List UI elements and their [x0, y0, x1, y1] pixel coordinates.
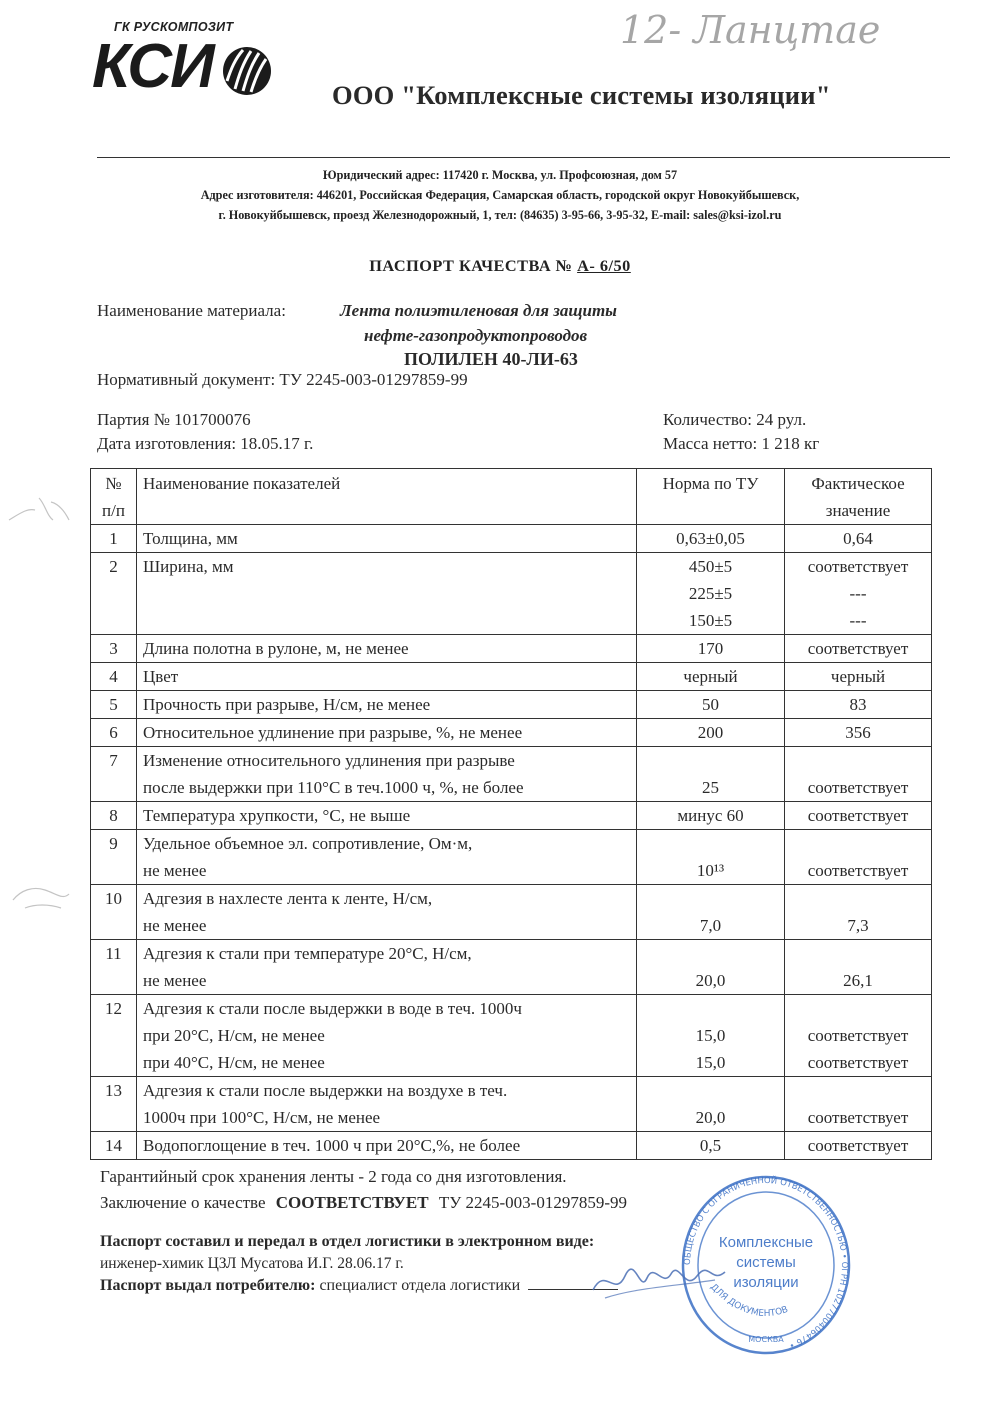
manufacturer-address-line2: г. Новокуйбышевск, проезд Железнодорожный, 1, тел: (84635) 3-95-66, 3-95-32, E-mail: sales@ksi-izol.ru: [218, 208, 782, 222]
table-row: [91, 940, 932, 995]
table-row: [91, 691, 932, 719]
logo-subtitle: ГК РУСКОМПОЗИТ: [114, 20, 234, 34]
manufacturer-address-line1: Адрес изготовителя: 446201, Российская Федерация, Самарская область, городской округ Новокуйбышевск,: [200, 188, 800, 202]
row-number: 1: [91, 525, 137, 553]
legal-address: Юридический адрес: 117420 г. Москва, ул. Профсоюзная, дом 57: [322, 168, 678, 182]
row-number: 4: [91, 663, 137, 691]
indicator-name: Изменение относительного удлинения при разрыве после выдержки при 110°С в теч.1000 ч, %, не более: [137, 747, 637, 802]
material-label: Наименование материала:: [97, 301, 286, 320]
row-number: 13: [91, 1077, 137, 1132]
row-number: 8: [91, 802, 137, 830]
table-header-row: [91, 469, 932, 525]
norm-value: 200: [637, 719, 785, 747]
norm-value: 0,5: [637, 1132, 785, 1160]
norm-value: 7,0: [637, 885, 785, 940]
table-row: [91, 1132, 932, 1160]
indicator-name: Прочность при разрыве, Н/см, не менее: [137, 691, 637, 719]
norm-value: 25: [637, 747, 785, 802]
actual-value: 356: [785, 719, 932, 747]
row-number: 7: [91, 747, 137, 802]
indicator-name: Толщина, мм: [137, 525, 637, 553]
row-number: 2: [91, 553, 137, 635]
table-row: [91, 885, 932, 940]
passport-title: ПАСПОРТ КАЧЕСТВА № А- 6/50: [369, 256, 631, 275]
material-line1: Лента полиэтиленовая для защиты: [340, 301, 617, 320]
table-row: [91, 553, 932, 635]
indicator-name: Относительное удлинение при разрыве, %, не менее: [137, 719, 637, 747]
engineer-line: инженер-химик ЦЗЛ Мусатова И.Г. 28.06.17 г.: [100, 1255, 404, 1272]
norm-value: 20,0: [637, 940, 785, 995]
passport-number: А- 6/50: [577, 256, 631, 275]
actual-value: соответствует соответствует: [785, 995, 932, 1077]
logo-mark: КСИ: [92, 32, 213, 101]
address-block: [60, 165, 940, 225]
material-line2: нефте-газопродуктопроводов: [364, 326, 588, 345]
row-number: 9: [91, 830, 137, 885]
indicator-name: Адгезия к стали после выдержки в воде в теч. 1000ч при 20°С, Н/см, не менее при 40°С, Н/см, не менее: [137, 995, 637, 1077]
svg-text:ДЛЯ ДОКУМЕНТОВ: ДЛЯ ДОКУМЕНТОВ: [707, 1282, 790, 1320]
margin-pencil-mark: [5, 878, 75, 918]
net-mass: Масса нетто: 1 218 кг: [663, 434, 820, 453]
table-row: [91, 719, 932, 747]
row-number: 6: [91, 719, 137, 747]
shelf-life: Гарантийный срок хранения ленты - 2 года со дня изготовления.: [100, 1167, 567, 1186]
quantity: Количество: 24 рул.: [663, 410, 807, 429]
table-row: [91, 802, 932, 830]
table-row: [91, 995, 932, 1077]
svg-text:изоляции: изоляции: [733, 1274, 799, 1291]
svg-text:системы: системы: [736, 1254, 796, 1271]
globe-icon: [221, 45, 273, 97]
table-row: [91, 663, 932, 691]
quality-table: [90, 468, 932, 1160]
actual-value: соответствует: [785, 747, 932, 802]
norm-value: 20,0: [637, 1077, 785, 1132]
batch-number: Партия № 101700076: [97, 410, 251, 429]
actual-value: соответствует: [785, 1077, 932, 1132]
actual-value: черный: [785, 663, 932, 691]
norm-value: 170: [637, 635, 785, 663]
row-number: 10: [91, 885, 137, 940]
header-num: № п/п: [91, 469, 137, 525]
row-number: 14: [91, 1132, 137, 1160]
actual-value: соответствует: [785, 1132, 932, 1160]
indicator-name: Температура хрупкости, °С, не выше: [137, 802, 637, 830]
indicator-name: Удельное объемное эл. сопротивление, Ом·м, не менее: [137, 830, 637, 885]
actual-value: 7,3: [785, 885, 932, 940]
table-row: [91, 1077, 932, 1132]
row-number: 3: [91, 635, 137, 663]
company-name: ООО "Комплексные системы изоляции": [332, 80, 831, 110]
indicator-name: Адгезия в нахлесте лента к ленте, Н/см, не менее: [137, 885, 637, 940]
actual-value: 0,64: [785, 525, 932, 553]
actual-value: 26,1: [785, 940, 932, 995]
actual-value: соответствует: [785, 802, 932, 830]
quality-conclusion: Заключение о качестве СООТВЕТСТВУЕТ ТУ 2245-003-01297859-99: [100, 1193, 627, 1212]
norm-value: 0,63±0,05: [637, 525, 785, 553]
indicator-name: Адгезия к стали при температуре 20°С, Н/см, не менее: [137, 940, 637, 995]
norm-value: 50: [637, 691, 785, 719]
row-number: 12: [91, 995, 137, 1077]
header-name: Наименование показателей: [137, 469, 637, 525]
handwritten-note: 12- Ланцтае: [620, 8, 881, 52]
company-logo: [88, 20, 298, 104]
svg-text:Комплексные: Комплексные: [718, 1234, 814, 1251]
indicator-name: Длина полотна в рулоне, м, не менее: [137, 635, 637, 663]
margin-pencil-mark: [5, 490, 75, 535]
manufacture-date: Дата изготовления: 18.05.17 г.: [97, 434, 314, 453]
indicator-name: Водопоглощение в теч. 1000 ч при 20°С,%, не более: [137, 1132, 637, 1160]
norm-value: черный: [637, 663, 785, 691]
normative-document: Нормативный документ: ТУ 2245-003-01297859-99: [97, 370, 468, 389]
material-brand: ПОЛИЛЕН 40-ЛИ-63: [404, 349, 578, 369]
row-number: 11: [91, 940, 137, 995]
actual-value: соответствует --- ---: [785, 553, 932, 635]
table-body: [91, 525, 932, 1160]
svg-text:ОБЩЕСТВО С ОГРАНИЧЕННОЙ ОТВЕТС: ОБЩЕСТВО С ОГРАНИЧЕННОЙ ОТВЕТСТВЕННОСТЬЮ • ОГРН 1027700406476 •: [682, 1175, 850, 1350]
norm-value: минус 60: [637, 802, 785, 830]
norm-value: 10¹³: [637, 830, 785, 885]
table-row: [91, 830, 932, 885]
table-row: [91, 747, 932, 802]
compiled-by: Паспорт составил и передал в отдел логистики в электронном виде:: [100, 1233, 595, 1250]
norm-value: 450±5 225±5 150±5: [637, 553, 785, 635]
actual-value: 83: [785, 691, 932, 719]
indicator-name: Адгезия к стали после выдержки на воздухе в теч. 1000ч при 100°С, Н/см, не менее: [137, 1077, 637, 1132]
signature: [585, 1258, 735, 1308]
svg-text:МОСКВА: МОСКВА: [748, 1335, 784, 1344]
header-divider: [97, 157, 950, 158]
norm-value: 15,0 15,0: [637, 995, 785, 1077]
header-norm: Норма по ТУ: [637, 469, 785, 525]
actual-value: соответствует: [785, 635, 932, 663]
issued-line: Паспорт выдал потребителю: специалист отдела логистики: [100, 1277, 618, 1295]
header-actual: Фактическое значение: [785, 469, 932, 525]
indicator-name: Цвет: [137, 663, 637, 691]
table-row: [91, 525, 932, 553]
conclusion-value: СООТВЕТСТВУЕТ: [275, 1193, 429, 1212]
row-number: 5: [91, 691, 137, 719]
indicator-name: Ширина, мм: [137, 553, 637, 635]
table-row: [91, 635, 932, 663]
actual-value: соответствует: [785, 830, 932, 885]
